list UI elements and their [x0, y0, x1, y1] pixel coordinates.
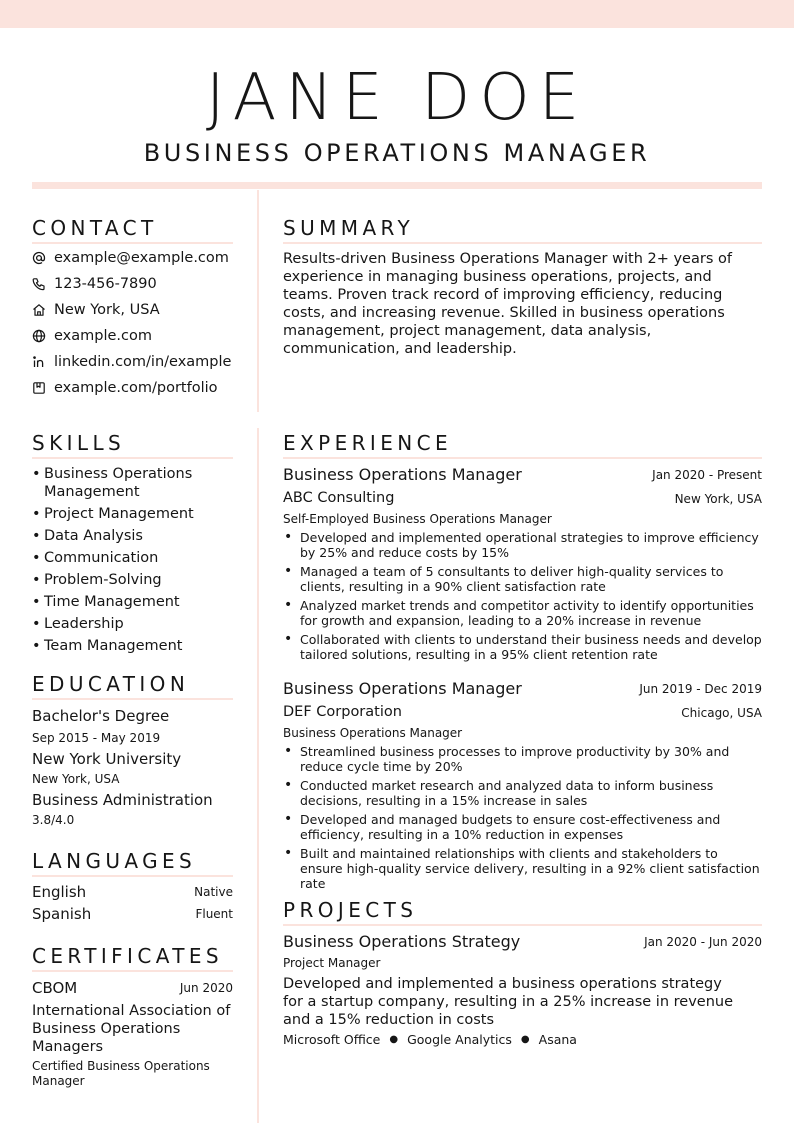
- contact-email-text: example@example.com: [54, 250, 229, 266]
- project-tools: [283, 1032, 577, 1048]
- column-divider-bottom: [257, 428, 259, 1123]
- column-divider-top: [257, 190, 259, 412]
- languages-section: [32, 849, 233, 925]
- education-section: [32, 672, 233, 832]
- candidate-name: JANE DOE: [205, 61, 589, 135]
- skill-item: • Data Analysis: [32, 527, 232, 545]
- languages-heading: LANGUAGES: [32, 849, 197, 873]
- globe-icon: [32, 329, 46, 343]
- language-level: Native: [194, 885, 233, 899]
- job-bullet: • Analyzed market trends and competitor activity to identify opportunities for growth and expansion, leading to a 20% increase in revenue: [283, 598, 763, 628]
- job-dates: Jan 2020 - Present: [652, 468, 762, 482]
- project-description: Developed and implemented a business operations strategy for a startup company, resulting in a 25% increase in revenue and a 15% reduction in costs: [283, 976, 733, 1028]
- contact-phone[interactable]: [32, 274, 157, 294]
- job-dates: Jun 2019 - Dec 2019: [639, 682, 762, 696]
- job-title: Business Operations Manager: [283, 465, 522, 484]
- job-company: DEF Corporation: [283, 704, 402, 720]
- at-icon: [32, 251, 46, 265]
- project-tool: Microsoft Office: [283, 1032, 381, 1047]
- education-degree: Bachelor's Degree: [32, 707, 170, 725]
- contact-phone-text: 123-456-7890: [54, 276, 157, 292]
- project-tool: Asana: [538, 1032, 577, 1047]
- education-location: New York, USA: [32, 772, 120, 786]
- contact-location: [32, 300, 160, 320]
- education-heading: EDUCATION: [32, 672, 190, 696]
- contact-linkedin[interactable]: [32, 352, 231, 372]
- job-bullet: • Collaborated with clients to understand their business needs and develop tailored solutions, resulting in a 95% client retention rate: [283, 632, 763, 662]
- contact-linkedin-text: linkedin.com/in/example: [54, 354, 232, 370]
- home-icon: [32, 303, 46, 317]
- section-rule: [32, 242, 233, 244]
- certificate-name: CBOM: [32, 979, 78, 997]
- job-location: New York, USA: [674, 492, 762, 506]
- section-rule: [32, 457, 233, 459]
- experience-section: [283, 431, 762, 891]
- summary-text: Results-driven Business Operations Manager with 2+ years of experience in managing business operations, projects, and teams. Proven track record of improving efficiency, reducing costs, and increasing revenue. Skilled in business operations management, project management, data analysis, communication, and leadership.: [283, 251, 732, 357]
- section-rule: [32, 970, 233, 972]
- phone-icon: [32, 277, 46, 291]
- language-name: Spanish: [32, 905, 92, 923]
- skill-item: • Team Management: [32, 637, 232, 655]
- linkedin-icon: [32, 355, 46, 369]
- summary-heading: SUMMARY: [283, 216, 415, 240]
- section-rule: [32, 698, 233, 700]
- summary-section: [283, 216, 762, 357]
- job-location: Chicago, USA: [681, 706, 762, 720]
- project-title: Business Operations Strategy: [283, 932, 521, 951]
- tool-separator: ●: [520, 1034, 530, 1045]
- certificates-section: [32, 944, 233, 1094]
- education-field: Business Administration: [32, 791, 213, 809]
- projects-heading: PROJECTS: [283, 898, 418, 922]
- job-bullet: • Conducted market research and analyzed data to inform business decisions, resulting in a 15% increase in sales: [283, 778, 763, 808]
- skills-heading: SKILLS: [32, 431, 126, 455]
- skill-item: • Project Management: [32, 505, 232, 523]
- projects-section: [283, 898, 762, 1050]
- language-level: Fluent: [195, 907, 233, 921]
- job-bullet: • Streamlined business processes to improve productivity by 30% and reduce cycle time by 20%: [283, 744, 763, 774]
- contact-email[interactable]: [32, 248, 229, 268]
- skill-item: • Leadership: [32, 615, 232, 633]
- job-subtitle: Business Operations Manager: [283, 726, 463, 740]
- section-rule: [283, 242, 762, 244]
- experience-heading: EXPERIENCE: [283, 431, 453, 455]
- header-divider: [32, 182, 762, 189]
- skill-item: • Problem-Solving: [32, 571, 232, 589]
- tool-separator: ●: [389, 1034, 399, 1045]
- contact-website-text: example.com: [54, 328, 152, 344]
- job-subtitle: Self-Employed Business Operations Manager: [283, 512, 552, 526]
- contact-section: [32, 216, 233, 396]
- contact-portfolio[interactable]: [32, 378, 218, 398]
- project-dates: Jan 2020 - Jun 2020: [644, 935, 762, 949]
- skill-item: • Time Management: [32, 593, 232, 611]
- top-accent-band: [0, 0, 794, 28]
- job-bullet: • Managed a team of 5 consultants to deliver high-quality services to clients, resulting in a 90% client satisfaction rate: [283, 564, 763, 594]
- section-rule: [32, 875, 233, 877]
- contact-heading: CONTACT: [32, 216, 158, 240]
- project-tool: Google Analytics: [407, 1032, 512, 1047]
- job-bullet: • Built and maintained relationships with clients and stakeholders to ensure high-quality service delivery, resulting in a 92% client satisfaction rate: [283, 846, 763, 891]
- education-gpa: 3.8/4.0: [32, 813, 75, 827]
- certificate-issuer: International Association of Business Operations Managers: [32, 1003, 231, 1055]
- job-company: ABC Consulting: [283, 490, 395, 506]
- skill-item: • Communication: [32, 549, 232, 567]
- education-dates: Sep 2015 - May 2019: [32, 731, 161, 745]
- portfolio-icon: [32, 381, 46, 395]
- project-role: Project Manager: [283, 956, 381, 970]
- section-rule: [283, 924, 762, 926]
- job-title: Business Operations Manager: [283, 679, 522, 698]
- contact-website[interactable]: [32, 326, 152, 346]
- skills-section: [32, 431, 233, 657]
- language-name: English: [32, 883, 87, 901]
- contact-location-text: New York, USA: [54, 302, 160, 318]
- skill-item: • Business Operations Management: [32, 465, 232, 501]
- job-bullet: • Developed and implemented operational strategies to improve efficiency by 25% and reduce costs by 15%: [283, 530, 763, 560]
- certificate-description: Certified Business Operations Manager: [32, 1059, 210, 1088]
- job-bullet: • Developed and managed budgets to ensure cost-effectiveness and efficiency, resulting in a 10% reduction in expenses: [283, 812, 763, 842]
- education-school: New York University: [32, 750, 182, 768]
- candidate-title: BUSINESS OPERATIONS MANAGER: [143, 139, 651, 167]
- contact-portfolio-text: example.com/portfolio: [54, 380, 218, 396]
- section-rule: [283, 457, 762, 459]
- certificate-date: Jun 2020: [179, 981, 233, 995]
- certificates-heading: CERTIFICATES: [32, 944, 224, 968]
